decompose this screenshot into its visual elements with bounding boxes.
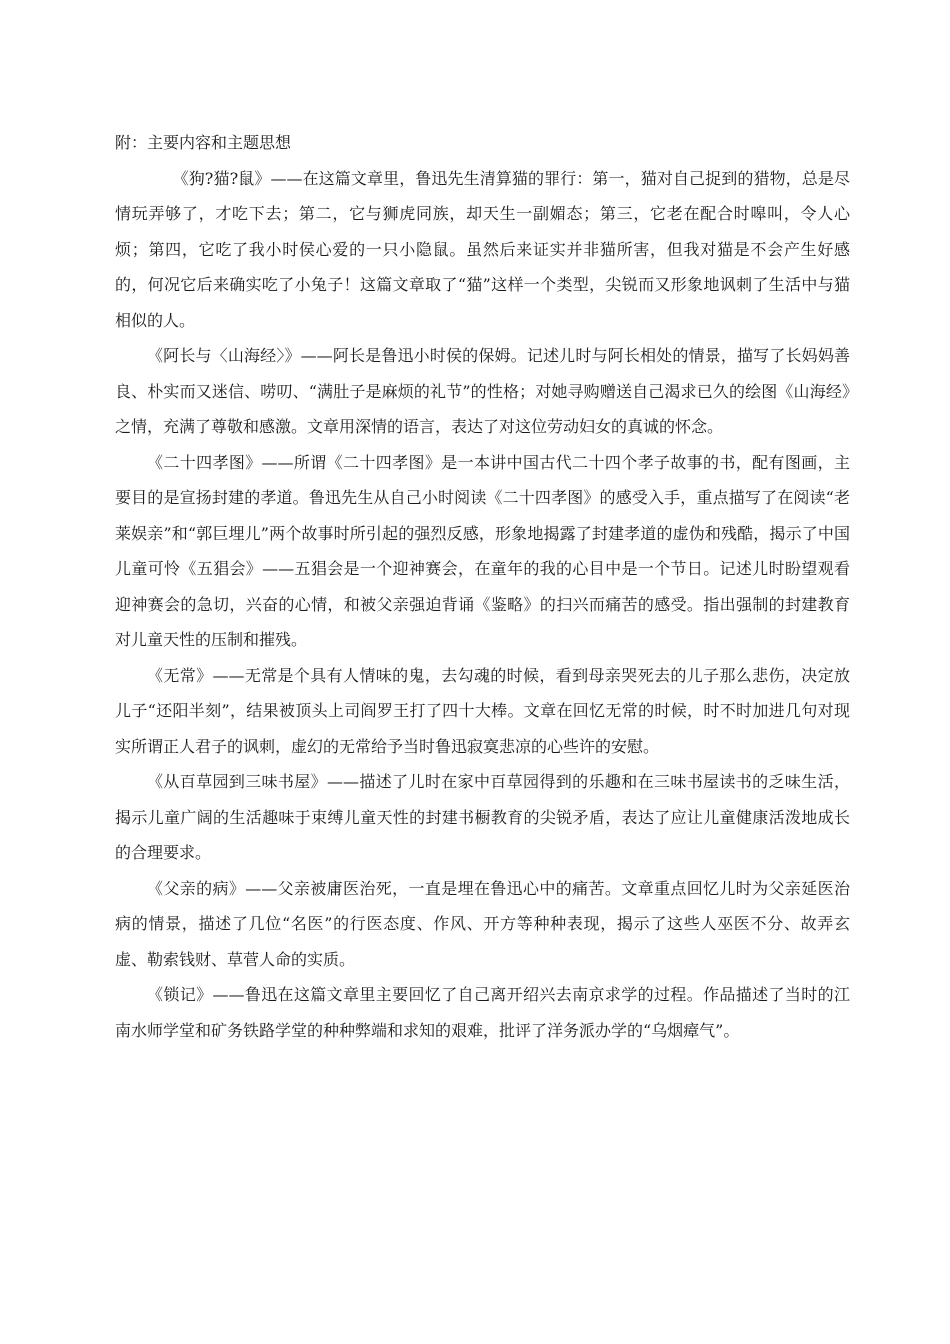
paragraph-baicaoyuan: 《从百草园到三味书屋》——描述了儿时在家中百草园得到的乐趣和在三味书屋读书的乏味生活，揭示儿童广阔的生活趣味于束缚儿童天性的封建书橱教育的尖锐矛盾，表达了应让儿童健康活泼地成长的合理要求。 xyxy=(115,772,850,862)
document-body xyxy=(115,125,850,1048)
paragraph-twenty-four-filial: 《二十四孝图》——所谓《二十四孝图》是一本讲中国古代二十四个孝子故事的书，配有图画，主要目的是宣扬封建的孝道。鲁迅先生从自己小时阅读《二十四孝图》的感受入手，重点描写了在阅读“老莱娱亲”和“郭巨埋儿”两个故事时所引起的强烈反感，形象地揭露了封建孝道的虚伪和残酷，揭示了中国儿童可怜《五猖会》——五猖会是一个迎神赛会，在童年的我的心目中是一个节日。记述儿时盼望观看迎神赛会的急切，兴奋的心情，和被父亲强迫背诵《鉴略》的扫兴而痛苦的感受。指出强制的封建教育对儿童天性的压制和摧残。 xyxy=(115,452,850,649)
paragraph-wuchang: 《无常》——无常是个具有人情味的鬼，去勾魂的时候，看到母亲哭死去的儿子那么悲伤，决定放儿子“还阳半刻”，结果被顶头上司阎罗王打了四十大棒。文章在回忆无常的时候，时不时加进几句对现实所谓正人君子的讽刺，虚幻的无常给予当时鲁迅寂寞悲凉的心些许的安慰。 xyxy=(115,665,850,756)
section-heading: 附：主要内容和主题思想 xyxy=(115,133,292,152)
paragraph-father-illness: 《父亲的病》——父亲被庸医治死，一直是埋在鲁迅心中的痛苦。文章重点回忆儿时为父亲延医治病的情景，描述了几位“名医”的行医态度、作风、开方等种种表现，揭示了这些人巫医不分、故弄玄虚、勒索钱财、草菅人命的实质。 xyxy=(115,878,850,969)
paragraph-dog-cat-mouse: 《狗?猫?鼠》——在这篇文章里，鲁迅先生清算猫的罪行：第一，猫对自己捉到的猎物，总是尽情玩弄够了，才吃下去；第二，它与狮虎同族，却天生一副媚态；第三，它老在配合时嗥叫，令人心烦；第四，它吃了我小时侯心爱的一只小隐鼠。虽然后来证实并非猫所害，但我对猫是不会产生好感的，何况它后来确实吃了小兔子！这篇文章取了“猫”这样一个类型，尖锐而又形象地讽刺了生活中与猫相似的人。 xyxy=(115,168,850,330)
paragraph-a-chang: 《阿长与〈山海经〉》——阿长是鲁迅小时侯的保姆。记述儿时与阿长相处的情景，描写了长妈妈善良、朴实而又迷信、唠叨、“满肚子是麻烦的礼节”的性格；对她寻购赠送自己渴求已久的绘图《山海经》之情，充满了尊敬和感激。文章用深情的语言，表达了对这位劳动妇女的真诚的怀念。 xyxy=(115,346,850,436)
paragraph-suoji: 《锁记》——鲁迅在这篇文章里主要回忆了自己离开绍兴去南京求学的过程。作品描述了当时的江南水师学堂和矿务铁路学堂的种种弊端和求知的艰难，批评了洋务派办学的“乌烟瘴气”。 xyxy=(115,985,850,1040)
